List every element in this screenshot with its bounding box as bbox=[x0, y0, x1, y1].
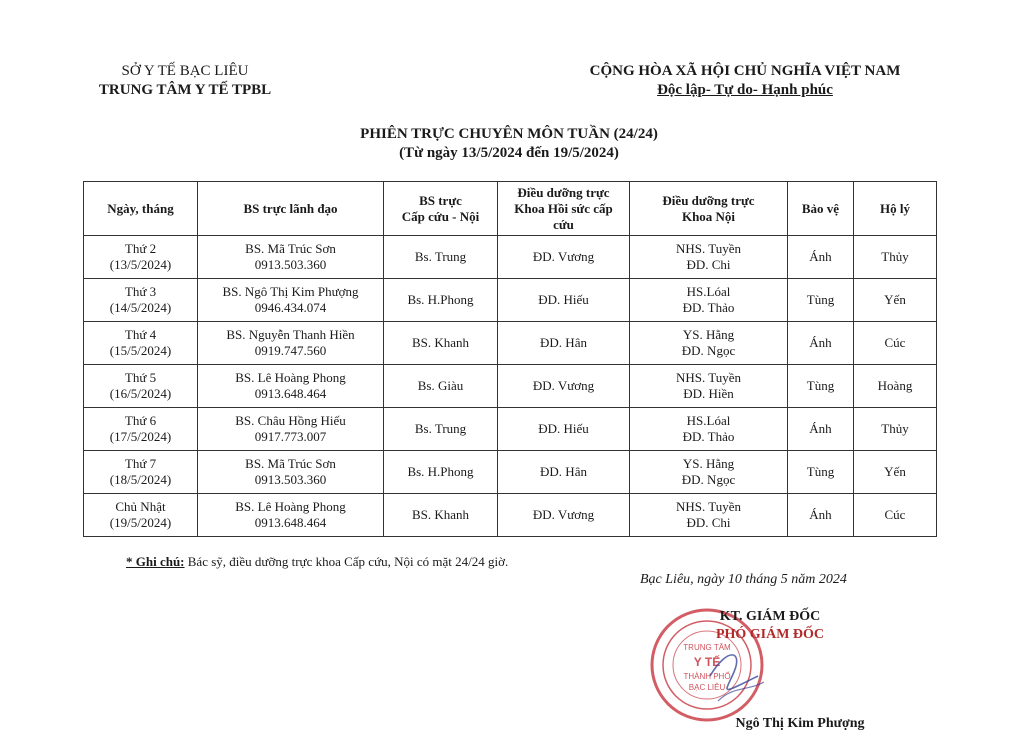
table-row bbox=[84, 408, 937, 451]
internal-nurse-cell-text: ĐD. Ngọc bbox=[681, 343, 736, 358]
aide-cell bbox=[854, 322, 937, 365]
lead-doctor-cell-text: BS. Lê Hoàng Phong bbox=[235, 370, 346, 385]
internal-nurse-cell-text: ĐD. Thảo bbox=[682, 300, 735, 315]
day-cell-text: (14/5/2024) bbox=[109, 300, 172, 315]
lead-doctor-cell-text: BS. Lê Hoàng Phong bbox=[235, 499, 346, 514]
stamp-line: BẠC LIÊU bbox=[688, 683, 726, 692]
guard-cell bbox=[788, 494, 854, 537]
national-motto: Độc lập- Tự do- Hạnh phúc bbox=[657, 82, 833, 98]
internal-nurse-cell bbox=[630, 451, 788, 494]
icu-nurse-cell-text: ĐD. Hiếu bbox=[538, 292, 589, 307]
internal-nurse-cell-text: HS.Lóal bbox=[686, 284, 731, 299]
er-doctor-cell bbox=[384, 494, 498, 537]
icu-nurse-cell bbox=[498, 365, 630, 408]
internal-nurse-cell-text: ĐD. Thảo bbox=[682, 429, 735, 444]
department-name: SỞ Y TẾ BẠC LIÊU bbox=[121, 63, 249, 79]
header-line: Điều dưỡng trực bbox=[662, 192, 755, 208]
duty-roster-table bbox=[83, 181, 937, 537]
icu-nurse-cell-text: ĐD. Vương bbox=[532, 249, 595, 264]
aide-cell-text: Yến bbox=[884, 464, 906, 479]
table-row bbox=[84, 365, 937, 408]
internal-nurse-cell bbox=[630, 279, 788, 322]
internal-nurse-cell bbox=[630, 322, 788, 365]
er-doctor-cell bbox=[384, 451, 498, 494]
guard-cell-text: Ánh bbox=[809, 507, 832, 522]
er-doctor-cell-text: Bs. Giàu bbox=[417, 378, 464, 393]
col-header-aide: Hộ lý bbox=[854, 182, 937, 236]
lead-doctor-cell-text: BS. Nguyễn Thanh Hiền bbox=[226, 327, 355, 342]
day-cell-text: Chủ Nhật bbox=[115, 499, 166, 514]
lead-doctor-cell bbox=[198, 408, 384, 451]
internal-nurse-cell-text: YS. Hằng bbox=[682, 456, 735, 471]
day-cell-text: (19/5/2024) bbox=[109, 515, 172, 530]
internal-nurse-cell-text: ĐD. Chi bbox=[686, 515, 731, 530]
header-right bbox=[545, 62, 945, 100]
er-doctor-cell bbox=[384, 279, 498, 322]
internal-nurse-cell bbox=[630, 494, 788, 537]
day-cell bbox=[84, 365, 198, 408]
guard-cell-text: Tùng bbox=[806, 464, 835, 479]
col-header-er-doctor bbox=[384, 182, 498, 236]
day-cell bbox=[84, 451, 198, 494]
stamp-line: TRUNG TÂM bbox=[683, 643, 731, 652]
header-line: Khoa Nội bbox=[681, 208, 736, 224]
day-cell-text: Thứ 5 bbox=[124, 370, 157, 385]
stamp-line: Y TẾ bbox=[693, 655, 721, 669]
table-header-row bbox=[84, 182, 937, 236]
col-header-icu-nurse bbox=[498, 182, 630, 236]
guard-cell bbox=[788, 408, 854, 451]
internal-nurse-cell-text: ĐD. Ngọc bbox=[681, 472, 736, 487]
er-doctor-cell-text: Bs. H.Phong bbox=[407, 292, 474, 307]
internal-nurse-cell-text: NHS. Tuyền bbox=[675, 499, 742, 514]
aide-cell bbox=[854, 494, 937, 537]
guard-cell bbox=[788, 451, 854, 494]
country-name: CỘNG HÒA XÃ HỘI CHỦ NGHĨA VIỆT NAM bbox=[589, 63, 901, 79]
lead-doctor-cell bbox=[198, 451, 384, 494]
er-doctor-cell-text: Bs. Trung bbox=[414, 421, 467, 436]
day-cell-text: (16/5/2024) bbox=[109, 386, 172, 401]
icu-nurse-cell bbox=[498, 279, 630, 322]
guard-cell bbox=[788, 279, 854, 322]
day-cell bbox=[84, 322, 198, 365]
lead-doctor-cell-text: 0913.648.464 bbox=[254, 515, 327, 530]
aide-cell bbox=[854, 365, 937, 408]
guard-cell-text: Tùng bbox=[806, 378, 835, 393]
organization-name: TRUNG TÂM Y TẾ TPBL bbox=[98, 82, 272, 98]
day-cell bbox=[84, 494, 198, 537]
guard-cell bbox=[788, 322, 854, 365]
table-row bbox=[84, 494, 937, 537]
day-cell-text: (15/5/2024) bbox=[109, 343, 172, 358]
col-header-lead-doctor: BS trực lãnh đạo bbox=[198, 182, 384, 236]
day-cell-text: (18/5/2024) bbox=[109, 472, 172, 487]
icu-nurse-cell-text: ĐD. Hân bbox=[540, 335, 587, 350]
er-doctor-cell bbox=[384, 322, 498, 365]
day-cell bbox=[84, 408, 198, 451]
icu-nurse-cell-text: ĐD. Vương bbox=[532, 507, 595, 522]
icu-nurse-cell-text: ĐD. Hân bbox=[540, 464, 587, 479]
internal-nurse-cell-text: HS.Lóal bbox=[686, 413, 731, 428]
lead-doctor-cell bbox=[198, 236, 384, 279]
signing-date: Bạc Liêu, ngày 10 tháng 5 năm 2024 bbox=[640, 572, 847, 587]
day-cell-text: Thứ 7 bbox=[124, 456, 157, 471]
internal-nurse-cell-text: ĐD. Hiền bbox=[683, 386, 734, 401]
lead-doctor-cell bbox=[198, 279, 384, 322]
signature-subtitle: PHÓ GIÁM ĐỐC bbox=[715, 627, 825, 642]
day-cell-text: (13/5/2024) bbox=[109, 257, 172, 272]
day-cell bbox=[84, 236, 198, 279]
er-doctor-cell bbox=[384, 408, 498, 451]
er-doctor-cell-text: BS. Khanh bbox=[411, 507, 470, 522]
lead-doctor-cell-text: BS. Mã Trúc Sơn bbox=[245, 241, 336, 256]
col-header-internal-nurse bbox=[630, 182, 788, 236]
aide-cell-text: Cúc bbox=[884, 335, 906, 350]
er-doctor-cell-text: Bs. H.Phong bbox=[407, 464, 474, 479]
er-doctor-cell-text: Bs. Trung bbox=[414, 249, 467, 264]
guard-cell-text: Tùng bbox=[806, 292, 835, 307]
icu-nurse-cell bbox=[498, 236, 630, 279]
signer-name: Ngô Thị Kim Phượng bbox=[735, 716, 865, 731]
lead-doctor-cell-text: 0919.747.560 bbox=[254, 343, 327, 358]
guard-cell bbox=[788, 236, 854, 279]
signature-title: KT. GIÁM ĐỐC bbox=[719, 609, 821, 624]
lead-doctor-cell-text: 0917.773.007 bbox=[254, 429, 327, 444]
lead-doctor-cell bbox=[198, 365, 384, 408]
table-row bbox=[84, 322, 937, 365]
lead-doctor-cell-text: 0913.503.360 bbox=[254, 257, 327, 272]
lead-doctor-cell-text: 0913.503.360 bbox=[254, 472, 327, 487]
header-left bbox=[80, 62, 290, 100]
day-cell-text: Thứ 6 bbox=[124, 413, 157, 428]
icu-nurse-cell bbox=[498, 322, 630, 365]
icu-nurse-cell bbox=[498, 494, 630, 537]
aide-cell bbox=[854, 279, 937, 322]
table-row bbox=[84, 279, 937, 322]
guard-cell-text: Ánh bbox=[809, 421, 832, 436]
internal-nurse-cell-text: YS. Hằng bbox=[682, 327, 735, 342]
stamp-line: THÀNH PHỐ bbox=[683, 672, 731, 681]
day-cell-text: Thứ 3 bbox=[124, 284, 157, 299]
aide-cell bbox=[854, 451, 937, 494]
lead-doctor-cell-text: 0946.434.074 bbox=[254, 300, 327, 315]
col-header-guard: Bảo vệ bbox=[788, 182, 854, 236]
table-row bbox=[84, 236, 937, 279]
icu-nurse-cell-text: ĐD. Hiếu bbox=[538, 421, 589, 436]
footnote-text: Bác sỹ, điều dưỡng trực khoa Cấp cứu, Nội có mặt 24/24 giờ. bbox=[184, 554, 509, 569]
signature-block bbox=[640, 608, 900, 644]
aide-cell bbox=[854, 408, 937, 451]
aide-cell-text: Yến bbox=[884, 292, 906, 307]
day-cell-text: (17/5/2024) bbox=[109, 429, 172, 444]
table-row bbox=[84, 451, 937, 494]
header-line: Điều dưỡng trực bbox=[517, 184, 610, 200]
lead-doctor-cell bbox=[198, 494, 384, 537]
lead-doctor-cell-text: BS. Mã Trúc Sơn bbox=[245, 456, 336, 471]
document-date-range: (Từ ngày 13/5/2024 đến 19/5/2024) bbox=[399, 145, 619, 161]
header-line: cứu bbox=[553, 216, 574, 232]
day-cell bbox=[84, 279, 198, 322]
aide-cell-text: Thủy bbox=[881, 249, 909, 264]
er-doctor-cell bbox=[384, 236, 498, 279]
icu-nurse-cell bbox=[498, 451, 630, 494]
internal-nurse-cell bbox=[630, 236, 788, 279]
document-title: PHIÊN TRỰC CHUYÊN MÔN TUẦN (24/24) bbox=[360, 126, 658, 142]
col-header-day: Ngày, tháng bbox=[84, 182, 198, 236]
aide-cell-text: Thủy bbox=[881, 421, 909, 436]
guard-cell-text: Ánh bbox=[809, 335, 832, 350]
header-line: Khoa Hồi sức cấp bbox=[514, 200, 613, 216]
footnote bbox=[126, 554, 508, 570]
day-cell-text: Thứ 4 bbox=[124, 327, 157, 342]
aide-cell bbox=[854, 236, 937, 279]
er-doctor-cell bbox=[384, 365, 498, 408]
icu-nurse-cell-text: ĐD. Vương bbox=[532, 378, 595, 393]
er-doctor-cell-text: BS. Khanh bbox=[411, 335, 470, 350]
guard-cell bbox=[788, 365, 854, 408]
aide-cell-text: Hoàng bbox=[877, 378, 913, 393]
internal-nurse-cell bbox=[630, 365, 788, 408]
lead-doctor-cell-text: BS. Ngô Thị Kim Phượng bbox=[222, 284, 359, 299]
header-line: Cấp cứu - Nội bbox=[401, 208, 480, 224]
aide-cell-text: Cúc bbox=[884, 507, 906, 522]
header-line: BS trực bbox=[419, 192, 462, 208]
footnote-label: * Ghi chú: bbox=[126, 554, 185, 569]
internal-nurse-cell bbox=[630, 408, 788, 451]
lead-doctor-cell-text: BS. Châu Hồng Hiếu bbox=[235, 413, 346, 428]
day-cell-text: Thứ 2 bbox=[124, 241, 157, 256]
internal-nurse-cell-text: NHS. Tuyền bbox=[675, 370, 742, 385]
internal-nurse-cell-text: ĐD. Chi bbox=[686, 257, 731, 272]
lead-doctor-cell-text: 0913.648.464 bbox=[254, 386, 327, 401]
icu-nurse-cell bbox=[498, 408, 630, 451]
guard-cell-text: Ánh bbox=[809, 249, 832, 264]
lead-doctor-cell bbox=[198, 322, 384, 365]
internal-nurse-cell-text: NHS. Tuyền bbox=[675, 241, 742, 256]
